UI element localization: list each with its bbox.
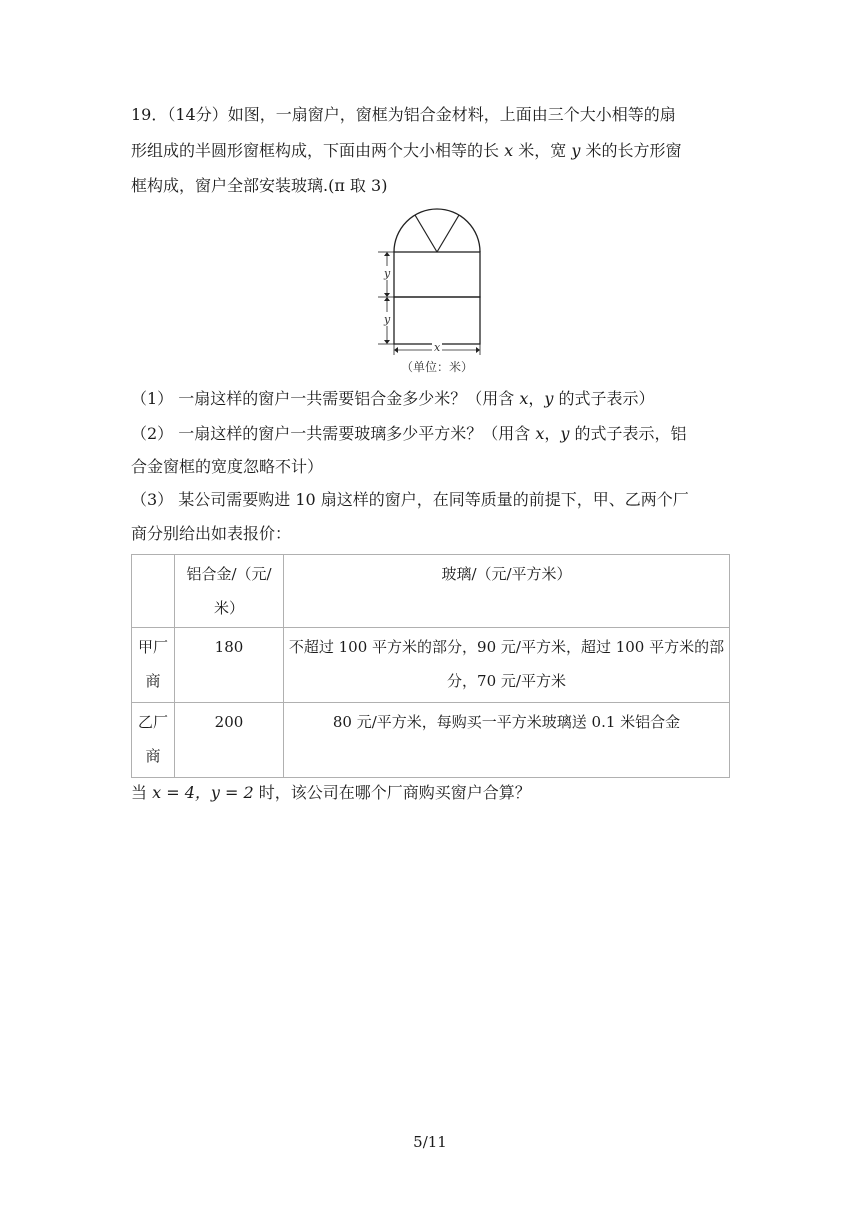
- problem-line-3: 框构成，窗户全部安装玻璃.(π 取 3): [131, 176, 388, 195]
- question-3-cont: 商分别给出如表报价：: [131, 524, 292, 543]
- semicircle-frame: [394, 209, 480, 252]
- var-x: x: [504, 141, 514, 160]
- dim-label-y-bottom: y: [384, 313, 391, 326]
- question-2-cont: 合金窗框的宽度忽略不计）: [131, 457, 324, 476]
- arrow-head: [384, 252, 390, 256]
- var-x: x: [535, 424, 545, 443]
- question-text: ，: [528, 389, 545, 408]
- sector-line-left: [415, 215, 437, 252]
- var-y: y: [544, 389, 554, 408]
- table-row: [132, 703, 730, 778]
- table-row: [132, 628, 730, 703]
- table-header-row: [132, 555, 730, 628]
- var-y: y: [571, 141, 581, 160]
- problem-line-2: [131, 141, 731, 161]
- page-number: 5/11: [413, 1133, 447, 1151]
- question-2: [131, 424, 731, 444]
- glass-price-cell: 不超过 100 平方米的部分，90 元/平方米，超过 100 平方米的部分，70 元/平方米: [284, 628, 730, 703]
- question-1: [131, 389, 731, 409]
- rectangle-bottom: [394, 297, 480, 344]
- problem-text: 形组成的半圆形窗框构成，下面由两个大小相等的长: [131, 141, 505, 160]
- sector-line-right: [437, 215, 459, 252]
- vendor-cell: 甲厂商: [132, 628, 175, 703]
- question-text: 的式子表示）: [553, 389, 655, 408]
- problem-line-1: 19．（14分）如图，一扇窗户，窗框为铝合金材料，上面由三个大小相等的扇: [131, 105, 676, 124]
- figure-caption: （单位：米）: [400, 360, 474, 374]
- arrow-head: [384, 297, 390, 301]
- aluminum-price-cell: 200: [175, 703, 284, 778]
- question-text: 当: [131, 783, 153, 802]
- table-header-cell: 玻璃/（元/平方米）: [284, 555, 730, 628]
- var-y: y: [560, 424, 570, 443]
- condition-math: x = 4，y = 2: [152, 783, 254, 802]
- window-diagram: [360, 205, 500, 377]
- table-header-cell: 铝合金/（元/米）: [175, 555, 284, 628]
- aluminum-price-cell: 180: [175, 628, 284, 703]
- window-diagram-svg: [360, 205, 500, 377]
- dim-label-x: x: [434, 341, 441, 354]
- arrow-head: [384, 340, 390, 344]
- question-text: （1） 一扇这样的窗户一共需要铝合金多少米？（用含: [131, 389, 520, 408]
- var-x: x: [519, 389, 529, 408]
- problem-text: 米的长方形窗: [580, 141, 682, 160]
- arrow-head: [476, 347, 480, 353]
- rectangle-top: [394, 252, 480, 297]
- vendor-cell: 乙厂商: [132, 703, 175, 778]
- arrow-head: [394, 347, 398, 353]
- question-3: （3） 某公司需要购进 10 扇这样的窗户，在同等质量的前提下，甲、乙两个厂: [131, 490, 689, 509]
- question-text: 时，该公司在哪个厂商购买窗户合算？: [253, 783, 531, 802]
- arrow-head: [384, 293, 390, 297]
- question-text: ，: [544, 424, 561, 443]
- table-header-cell: [132, 555, 175, 628]
- question-text: 的式子表示，铝: [569, 424, 687, 443]
- final-question: [131, 783, 731, 803]
- problem-text: 米，宽: [513, 141, 572, 160]
- glass-price-cell: 80 元/平方米，每购买一平方米玻璃送 0.1 米铝合金: [284, 703, 730, 778]
- price-table: [131, 554, 730, 778]
- dim-label-y-top: y: [384, 267, 391, 280]
- question-text: （2） 一扇这样的窗户一共需要玻璃多少平方米？（用含: [131, 424, 536, 443]
